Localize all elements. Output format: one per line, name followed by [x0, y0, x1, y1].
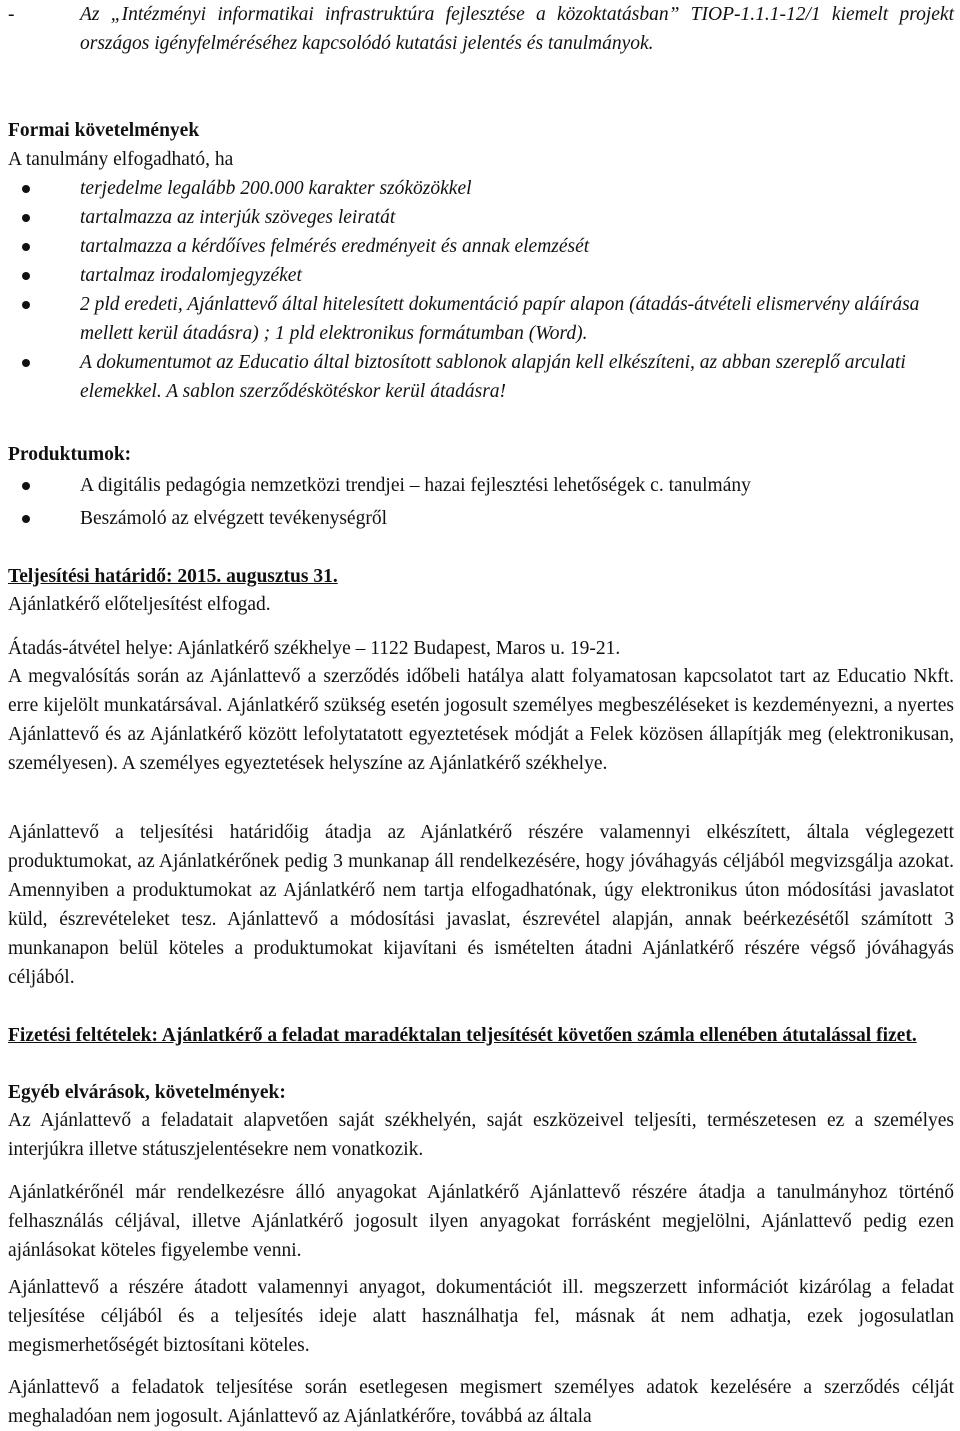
bullet-icon — [22, 272, 30, 280]
intro-text: Az „Intézményi informatikai infrastruktúra fejlesztése a közoktatásban” TIOP-1.1.1-12/1 kiemelt projekt országos igényfelméréséhez kapcsolódó kutatási jelentés és tanulmányok. — [80, 4, 954, 54]
other-paragraph-2: Ajánlatkérőnél már rendelkezésre álló anyagokat Ajánlatkérő Ajánlattevő részére átadja a tanulmányhoz történő felhasználás céljával, illetve Ajánlatkérő jogosult ilyen anyagokat forrásként megjelölni, Ajánlattevő pedig ezen ajánlásokat köteles figyelembe venni. — [8, 1182, 954, 1261]
list-item-text: terjedelme legalább 200.000 karakter szóközökkel — [80, 178, 472, 199]
list-item — [8, 290, 954, 348]
deadline-text: Teljesítési határidő: 2015. augusztus 31. — [8, 566, 338, 587]
bullet-icon — [22, 214, 30, 222]
list-item — [8, 348, 954, 406]
other-paragraph-3: Ajánlattevő a részére átadott valamennyi anyagot, dokumentációt ill. megszerzett információt kizárólag a feladat teljesítése céljából és a teljesítés ideje alatt használhatja fel, másnak át nem adhatja, ezek jogosulatlan megismerhetőségét biztosítani köteles. — [8, 1277, 954, 1356]
list-item-text: tartalmaz irodalomjegyzéket — [80, 265, 302, 286]
products-heading: Produktumok: — [8, 444, 132, 465]
payment-terms: Fizetési feltételek: Ajánlatkérő a feladat maradéktalan teljesítését követően számla ellenében átutalással fizet. — [8, 1025, 917, 1046]
list-item-text: 2 pld eredeti, Ajánlattevő által hitelesített dokumentáció papír alapon (átadás-átvételi elismervény aláírása mellett kerül átadásra) ; 1 pld elektronikus formátumban (Word). — [80, 294, 920, 344]
early-completion-text: Ajánlatkérő előteljesítést elfogad. — [8, 594, 271, 615]
list-item — [8, 504, 954, 533]
formal-lead: A tanulmány elfogadható, ha — [8, 149, 234, 170]
list-item — [8, 261, 954, 290]
bullet-icon — [22, 359, 30, 367]
products-list — [8, 471, 954, 533]
list-item-text: Beszámoló az elvégzett tevékenységről — [80, 508, 387, 529]
other-heading: Egyéb elvárások, követelmények: — [8, 1082, 286, 1103]
other-paragraph-1: Az Ajánlattevő a feladatait alapvetően saját székhelyén, saját eszközeivel teljesíti, természetesen ez a személyes interjúkra illetve státuszjelentésekre nem vonatkozik. — [8, 1110, 954, 1160]
bullet-icon — [22, 185, 30, 193]
formal-requirements-list — [8, 174, 954, 406]
handover-paragraph: A megvalósítás során az Ajánlattevő a szerződés időbeli hatálya alatt folyamatosan kapcsolatot tart az Educatio Nkft. erre kijelölt munkatársával. Ajánlatkérő szükség esetén jogosult személyes megbeszéléseket is kezdeményezni, a nyertes Ajánlattevő és az Ajánlatkérő között lefolytatatott egyeztetések módját a Felek közösen állapítják meg (elektronikusan, személyesen). A személyes egyeztetések helyszíne az Ajánlatkérő székhelye. — [8, 666, 954, 774]
list-item-text: tartalmazza az interjúk szöveges leiratát — [80, 207, 396, 228]
bullet-icon — [22, 243, 30, 251]
list-item-text: A digitális pedagógia nemzetközi trendjei – hazai fejlesztési lehetőségek c. tanulmány — [80, 475, 751, 496]
list-item — [8, 232, 954, 261]
other-paragraph-4: Ajánlattevő a feladatok teljesítése során esetlegesen megismert személyes adatok kezelésére a szerződés célját meghaladóan nem jogosult. Ajánlattevő az Ajánlatkérőre, továbbá az általa — [8, 1377, 954, 1427]
bullet-icon — [22, 515, 30, 523]
list-item — [8, 471, 954, 500]
intro-dash: - — [8, 4, 15, 25]
bullet-icon — [22, 301, 30, 309]
formal-heading: Formai követelmények — [8, 120, 200, 141]
bullet-icon — [22, 482, 30, 490]
handover-place: Átadás-átvétel helye: Ajánlatkérő székhelye – 1122 Budapest, Maros u. 19-21. — [8, 638, 621, 659]
list-item — [8, 203, 954, 232]
delivery-paragraph: Ajánlattevő a teljesítési határidőig átadja az Ajánlatkérő részére valamennyi elkészített, általa véglegezett produktumokat, az Ajánlatkérőnek pedig 3 munkanap áll rendelkezésére, hogy jóváhagyás céljából megvizsgálja azokat. Amennyiben a produktumokat az Ajánlatkérő nem tartja elfogadhatónak, úgy elektronikus úton módosítási javaslatot küld, észrevételeket tesz. Ajánlattevő a módosítási javaslat, észrevétel alapján, annak beérkezésétől számított 3 munkanapon belül köteles a produktumokat kijavítani és ismételten átadni Ajánlatkérő részére végső jóváhagyás céljából. — [8, 822, 954, 988]
list-item-text: A dokumentumot az Educatio által biztosított sablonok alapján kell elkészíteni, az abban szereplő arculati elemekkel. A sablon szerződéskötéskor kerül átadásra! — [80, 352, 906, 402]
list-item — [8, 174, 954, 203]
list-item-text: tartalmazza a kérdőíves felmérés eredményeit és annak elemzését — [80, 236, 590, 257]
